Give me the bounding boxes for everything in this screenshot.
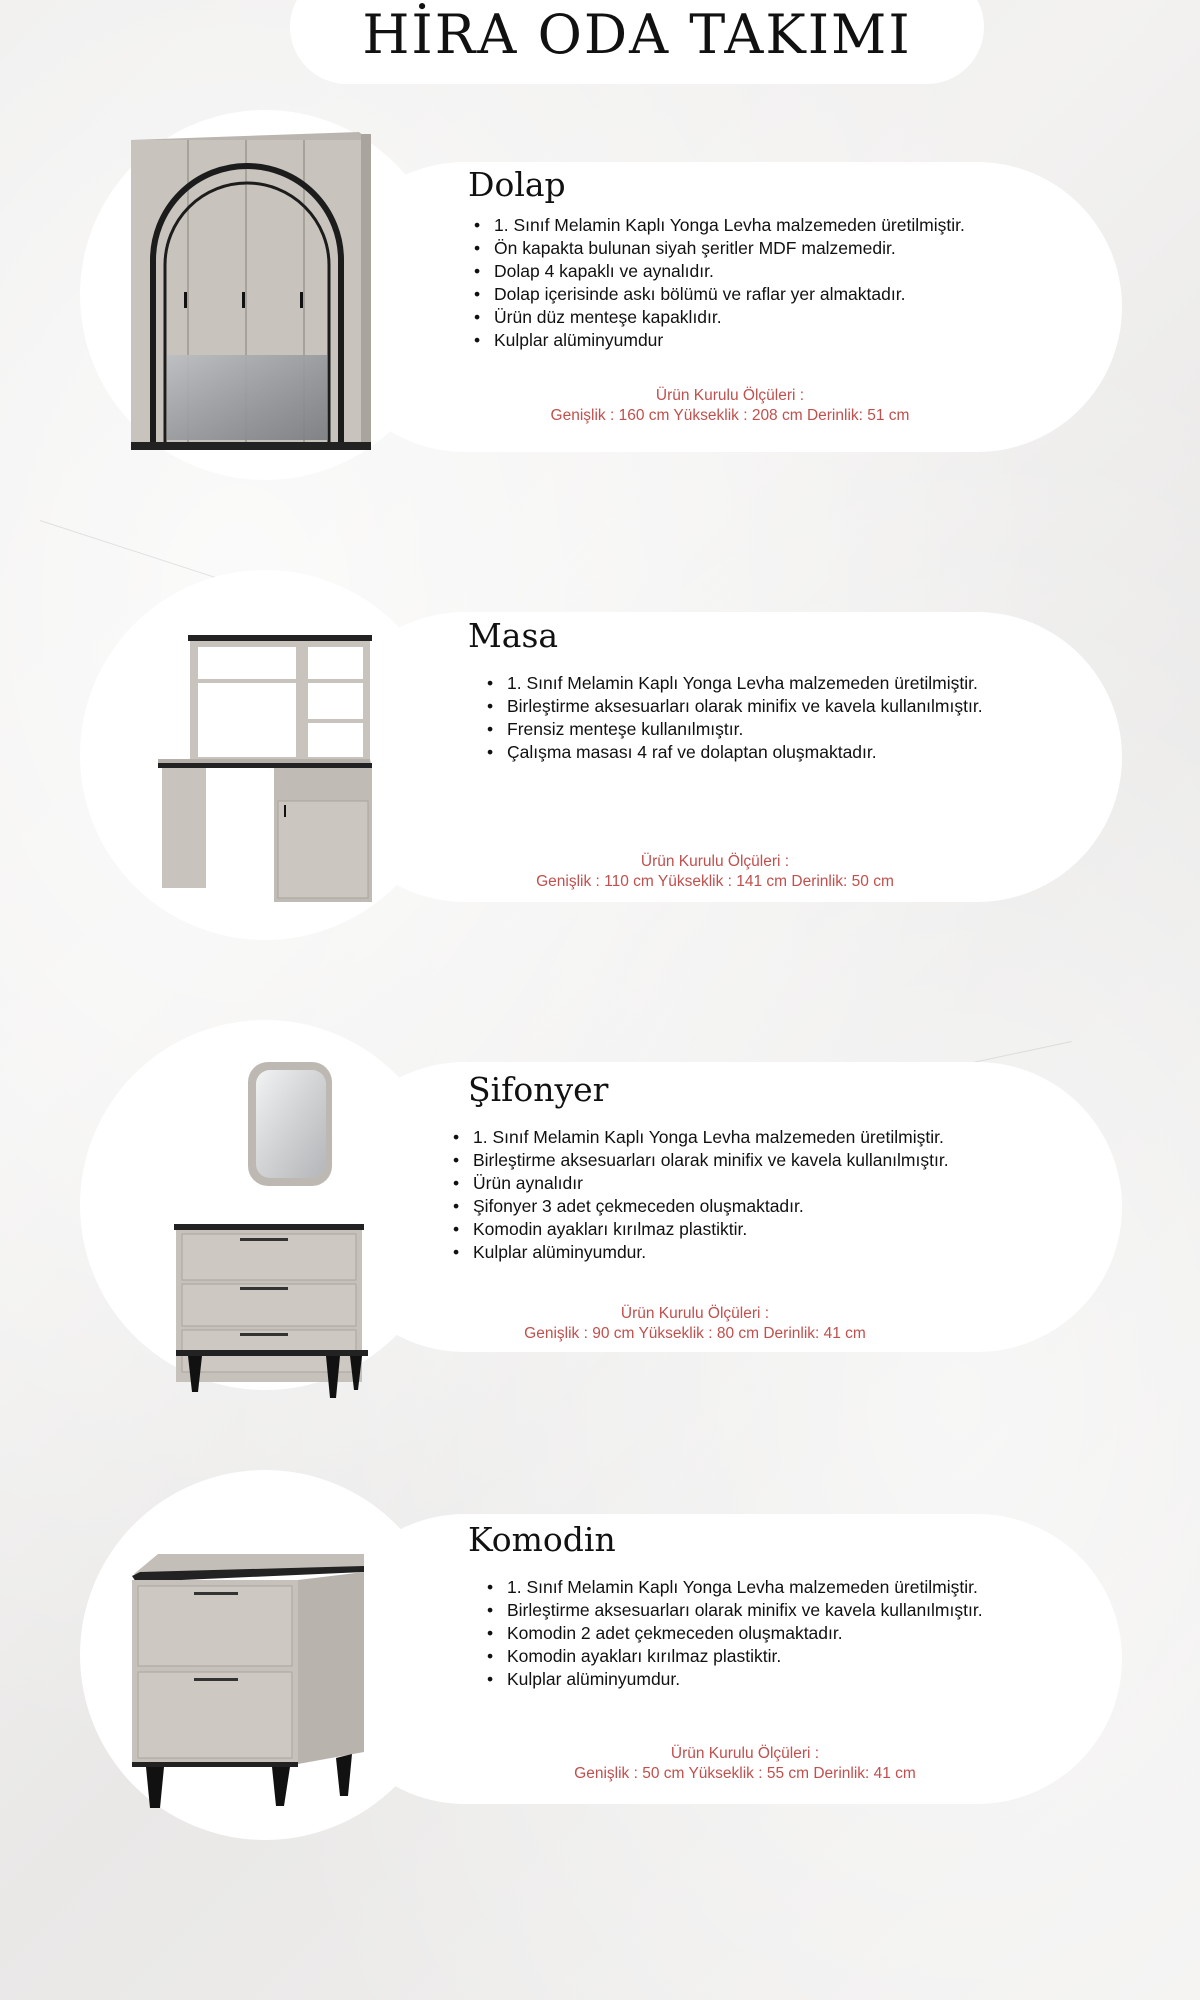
dresser-legs <box>176 1350 376 1400</box>
product-section-dolap <box>0 110 1200 490</box>
page-title: HİRA ODA TAKIMI <box>362 3 912 66</box>
dimensions-label: Ürün Kurulu Ölçüleri : <box>670 1745 820 1762</box>
feature-item: • Ürün aynalıdır <box>451 1172 949 1195</box>
feature-list <box>451 1126 949 1264</box>
feature-item: • Komodin ayakları kırılmaz plastiktir. <box>485 1645 983 1668</box>
wardrobe-image <box>125 120 375 460</box>
desk-image <box>158 635 378 905</box>
product-section-komodin <box>0 1470 1200 1850</box>
dimensions-value: Genişlik : 90 cm Yükseklik : 80 cm Derinlik: 41 cm <box>524 1325 866 1342</box>
feature-item: • 1. Sınıf Melamin Kaplı Yonga Levha malzemeden üretilmiştir. <box>451 1126 949 1149</box>
feature-item: • 1. Sınıf Melamin Kaplı Yonga Levha malzemeden üretilmiştir. <box>472 214 965 237</box>
feature-item: • Komodin ayakları kırılmaz plastiktir. <box>451 1218 949 1241</box>
dimensions-label: Ürün Kurulu Ölçüleri : <box>620 1305 770 1322</box>
feature-item: • Dolap içerisinde askı bölümü ve raflar yer almaktadır. <box>472 283 965 306</box>
product-title: Şifonyer <box>468 1070 609 1109</box>
dimensions-block <box>460 852 970 892</box>
feature-item: • Kulplar alüminyumdur <box>472 329 965 352</box>
dimensions-block <box>480 386 980 426</box>
feature-item: • Ön kapakta bulunan siyah şeritler MDF malzemedir. <box>472 237 965 260</box>
dimensions-block <box>490 1744 1000 1784</box>
dresser-image <box>170 1062 380 1382</box>
product-section-masa <box>0 570 1200 950</box>
feature-item: • Dolap 4 kapaklı ve aynalıdır. <box>472 260 965 283</box>
dimensions-value: Genişlik : 50 cm Yükseklik : 55 cm Derinlik: 41 cm <box>574 1765 916 1782</box>
feature-item: • Frensiz menteşe kullanılmıştır. <box>485 718 983 741</box>
feature-list <box>485 1576 983 1691</box>
product-title: Dolap <box>468 165 566 204</box>
feature-item: • 1. Sınıf Melamin Kaplı Yonga Levha malzemeden üretilmiştir. <box>485 1576 983 1599</box>
product-title: Masa <box>468 616 559 655</box>
dimensions-value: Genişlik : 160 cm Yükseklik : 208 cm Derinlik: 51 cm <box>550 407 910 424</box>
dimensions-label: Ürün Kurulu Ölçüleri : <box>640 853 790 870</box>
feature-item: • 1. Sınıf Melamin Kaplı Yonga Levha malzemeden üretilmiştir. <box>485 672 983 695</box>
feature-item: • Kulplar alüminyumdur. <box>485 1668 983 1691</box>
feature-item: • Kulplar alüminyumdur. <box>451 1241 949 1264</box>
product-section-sifonyer <box>0 1020 1200 1400</box>
dimensions-label: Ürün Kurulu Ölçüleri : <box>655 387 805 404</box>
feature-item: • Şifonyer 3 adet çekmeceden oluşmaktadır. <box>451 1195 949 1218</box>
feature-list <box>485 672 983 764</box>
feature-item: • Çalışma masası 4 raf ve dolaptan oluşmaktadır. <box>485 741 983 764</box>
dimensions-value: Genişlik : 110 cm Yükseklik : 141 cm Derinlik: 50 cm <box>536 873 894 890</box>
feature-item: • Birleştirme aksesuarları olarak minifix ve kavela kullanılmıştır. <box>485 695 983 718</box>
feature-list <box>472 214 965 352</box>
product-title: Komodin <box>468 1520 616 1559</box>
feature-item: • Birleştirme aksesuarları olarak minifix ve kavela kullanılmıştır. <box>485 1599 983 1622</box>
title-banner <box>290 0 984 84</box>
feature-item: • Birleştirme aksesuarları olarak minifix ve kavela kullanılmıştır. <box>451 1149 949 1172</box>
feature-item: • Komodin 2 adet çekmeceden oluşmaktadır. <box>485 1622 983 1645</box>
feature-item: • Ürün düz menteşe kapaklıdır. <box>472 306 965 329</box>
dimensions-block <box>440 1304 950 1344</box>
nightstand-image <box>128 1554 368 1814</box>
